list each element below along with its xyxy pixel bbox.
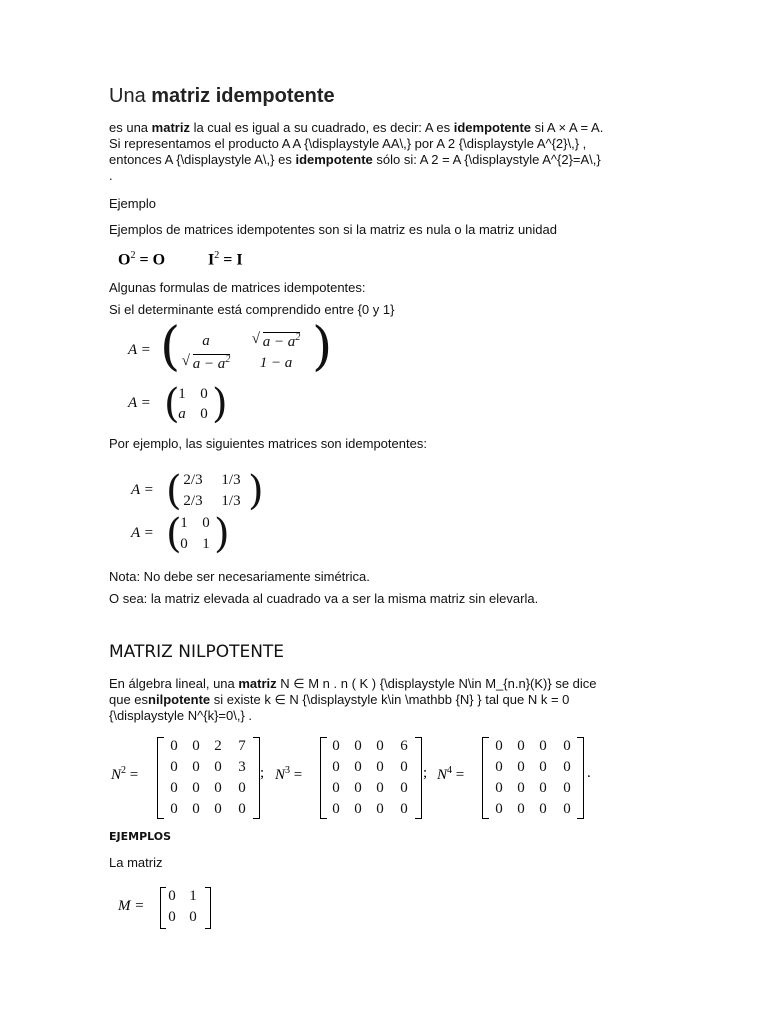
matrix-cell: 0: [189, 909, 197, 925]
exponent: 2: [225, 353, 231, 365]
nilpotente-title: MATRIZ NILPOTENTE: [109, 642, 285, 662]
matrix-lhs: A =: [131, 525, 154, 541]
matrix-cell: 0: [495, 801, 503, 817]
n4-lhs: [437, 765, 464, 784]
matrix-cell: 0: [517, 738, 525, 754]
matrix-lhs: M =: [118, 898, 145, 914]
exponent: 4: [447, 765, 453, 776]
def-line-2: [109, 692, 709, 708]
matrix-cell: 0: [354, 738, 362, 754]
bold-term: matriz: [151, 120, 190, 135]
matrix-cell: 0: [192, 738, 200, 754]
por-ejemplo-text: Por ejemplo, las siguientes matrices son idempotentes:: [109, 436, 427, 451]
matrix-cell: 2/3: [183, 472, 203, 488]
matrix-cell: 0: [192, 801, 200, 817]
radicand: a − a: [192, 355, 226, 372]
matrix-cell: 0: [400, 759, 408, 775]
right-bracket: [205, 887, 211, 929]
matrix-cell: 0: [376, 738, 384, 754]
right-bracket: [415, 737, 422, 819]
exponent: 2: [214, 250, 220, 261]
matrix-cell: 0: [495, 780, 503, 796]
bold-term: nilpotente: [148, 692, 211, 707]
matrix-cell: 0: [400, 801, 408, 817]
matrix-cell: 0: [517, 759, 525, 775]
title-bold: matriz idempotente: [151, 85, 335, 107]
title-plain: Una: [109, 85, 152, 107]
matrix-cell: 0: [170, 738, 178, 754]
matrix-cell: 0: [214, 801, 222, 817]
la-matriz-text: La matriz: [109, 855, 163, 870]
def-line-2: Si representamos el producto A A {\displaystyle AA\,} por A 2 {\displaystyle A^{2}\,} ,: [109, 136, 587, 151]
equals-sign: =: [455, 767, 465, 783]
matrix-cell: 0: [168, 888, 176, 904]
matrix-cell: a: [178, 405, 186, 422]
separator: ;: [260, 765, 265, 781]
matrix-cell: 0: [563, 801, 571, 817]
matrix-cell: 0: [400, 780, 408, 796]
def-line-1: [109, 120, 709, 136]
matrix-cell: a: [202, 332, 210, 349]
matrix-cell: [175, 352, 237, 374]
equation-null-matrix: [118, 250, 165, 269]
nota-text: Nota: No debe ser necesariamente simétrica.: [109, 569, 370, 584]
math-symbol: O: [118, 251, 131, 269]
matrix-cell: 0: [376, 759, 384, 775]
idempotente-definition: [109, 120, 709, 184]
n3-lhs: [275, 765, 302, 784]
ejemplos-heading: EJEMPLOS: [109, 830, 172, 843]
matrix-cell: 0: [332, 780, 340, 796]
matrix-cell: 1 − a: [259, 354, 293, 371]
matrix-cell: 0: [332, 801, 340, 817]
matrix-cell: 2: [214, 738, 222, 754]
matrix-cell: 0: [376, 801, 384, 817]
right-paren: ): [214, 511, 230, 557]
right-paren: ): [312, 317, 333, 377]
matrix-cell: 0: [238, 780, 246, 796]
def-line-3: [109, 152, 709, 168]
matrix-n2: [163, 736, 255, 820]
math-symbol: N: [275, 767, 286, 783]
math-symbol: N: [111, 767, 122, 783]
text-run: que es: [109, 692, 149, 707]
matrix-cell: 1: [202, 536, 210, 552]
matrix-n4: [488, 736, 580, 820]
ejemplos-text: Ejemplos de matrices idempotentes son si la matriz es nula o la matriz unidad: [109, 222, 557, 237]
o-sea-text: O sea: la matriz elevada al cuadrado va a ser la misma matriz sin elevarla.: [109, 591, 539, 606]
matrix-lhs: A =: [128, 342, 151, 358]
def-line-4: .: [109, 168, 113, 183]
matrix-cell: 1/3: [221, 472, 241, 488]
exponent: 2: [295, 331, 301, 343]
matrix-lhs: A =: [128, 395, 151, 411]
matrix-cell: 0: [495, 738, 503, 754]
right-bracket: [253, 737, 260, 819]
matrix-cell: 0: [354, 759, 362, 775]
matrix-cell: 0: [563, 738, 571, 754]
matrix-cell: 0: [214, 759, 222, 775]
matrix-cell: [237, 330, 315, 352]
exponent: 2: [121, 765, 127, 776]
matrix-cell: 1: [178, 385, 186, 402]
text-run: N ∈ M n . n ( K ) {\displaystyle N\in M_{n.n}(K)} se dice: [276, 676, 597, 691]
matrix-cell: 0: [170, 759, 178, 775]
nilpotente-definition: [109, 676, 709, 724]
bold-term: idempotente: [453, 120, 532, 135]
matrix-lhs: A =: [131, 482, 154, 498]
matrix-cell: 0: [517, 801, 525, 817]
matrix-cell: 1: [180, 515, 188, 531]
math-rhs: = I: [223, 251, 243, 269]
radicand: a − a: [262, 333, 296, 350]
determinante-text: Si el determinante está comprendido entre {0 y 1}: [109, 302, 395, 317]
bold-term: matriz: [238, 676, 277, 691]
math-symbol: I: [208, 251, 215, 269]
matrix-cell: 0: [517, 780, 525, 796]
matrix-cell: 0: [332, 759, 340, 775]
equation-identity-matrix: [208, 250, 243, 269]
matrix-cell: 6: [400, 738, 408, 754]
matrix-cell: 0: [192, 780, 200, 796]
separator: ;: [423, 765, 428, 781]
matrix-cell: 0: [354, 780, 362, 796]
matrix-m: [165, 886, 207, 928]
equals-sign: =: [293, 767, 303, 783]
text-run: sólo si: A 2 = A {\displaystyle A^{2}=A\,}: [372, 152, 601, 167]
trailing-period: .: [587, 765, 591, 781]
right-paren: ): [248, 468, 264, 514]
right-paren: ): [212, 381, 228, 427]
n2-lhs: [111, 765, 138, 784]
ejemplo-heading: Ejemplo: [109, 196, 156, 211]
def-line-3: {\displaystyle N^{k}=0\,} .: [109, 708, 253, 723]
matrix-cell: 0: [168, 909, 176, 925]
matrix-cell: 0: [170, 780, 178, 796]
math-symbol: N: [437, 767, 448, 783]
exponent: 3: [285, 765, 291, 776]
left-paren: (: [164, 381, 180, 427]
matrix-sqrt: [175, 330, 315, 374]
matrix-cell: 0: [563, 780, 571, 796]
matrix-cell: 7: [238, 738, 246, 754]
matrix-cell: 0: [539, 759, 547, 775]
matrix-cell: 0: [495, 759, 503, 775]
left-paren: (: [166, 511, 182, 557]
matrix-cell: 0: [214, 780, 222, 796]
formulas-label: Algunas formulas de matrices idempotentes:: [109, 280, 366, 295]
exponent: 2: [130, 250, 136, 261]
matrix-cell: 0: [332, 738, 340, 754]
text-run: entonces A {\displaystyle A\,} es: [109, 152, 296, 167]
bold-term: idempotente: [295, 152, 373, 167]
math-rhs: = O: [139, 251, 166, 269]
left-paren: (: [166, 468, 182, 514]
matrix-cell: 0: [238, 801, 246, 817]
equals-sign: =: [129, 767, 139, 783]
matrix-cell: 0: [354, 801, 362, 817]
matrix-cell: 0: [192, 759, 200, 775]
text-run: si A × A = A.: [531, 120, 604, 135]
matrix-cell: 0: [202, 515, 210, 531]
left-paren: (: [160, 317, 181, 377]
matrix-cell: 1/3: [221, 493, 241, 509]
matrix-cell: 0: [539, 738, 547, 754]
page-title: [109, 85, 335, 108]
matrix-cell: 0: [200, 385, 208, 402]
text-run: En álgebra lineal, una: [109, 676, 239, 691]
matrix-thirds: [178, 470, 254, 512]
matrix-cell: 2/3: [183, 493, 203, 509]
matrix-cell: 0: [539, 801, 547, 817]
text-run: la cual es igual a su cuadrado, es decir: A es: [189, 120, 454, 135]
matrix-cell: 3: [238, 759, 246, 775]
matrix-cell: 0: [170, 801, 178, 817]
text-run: si existe k ∈ N {\displaystyle k\in \mathbb {N} } tal que N k = 0: [210, 692, 570, 707]
matrix-cell: 0: [376, 780, 384, 796]
matrix-cell: 0: [180, 536, 188, 552]
matrix-n3: [325, 736, 417, 820]
matrix-cell: 0: [563, 759, 571, 775]
matrix-cell: 0: [200, 405, 208, 422]
matrix-cell: 0: [539, 780, 547, 796]
matrix-cell: 1: [189, 888, 197, 904]
right-bracket: [577, 737, 584, 819]
def-line-1: [109, 676, 709, 692]
text-run: es una: [109, 120, 152, 135]
